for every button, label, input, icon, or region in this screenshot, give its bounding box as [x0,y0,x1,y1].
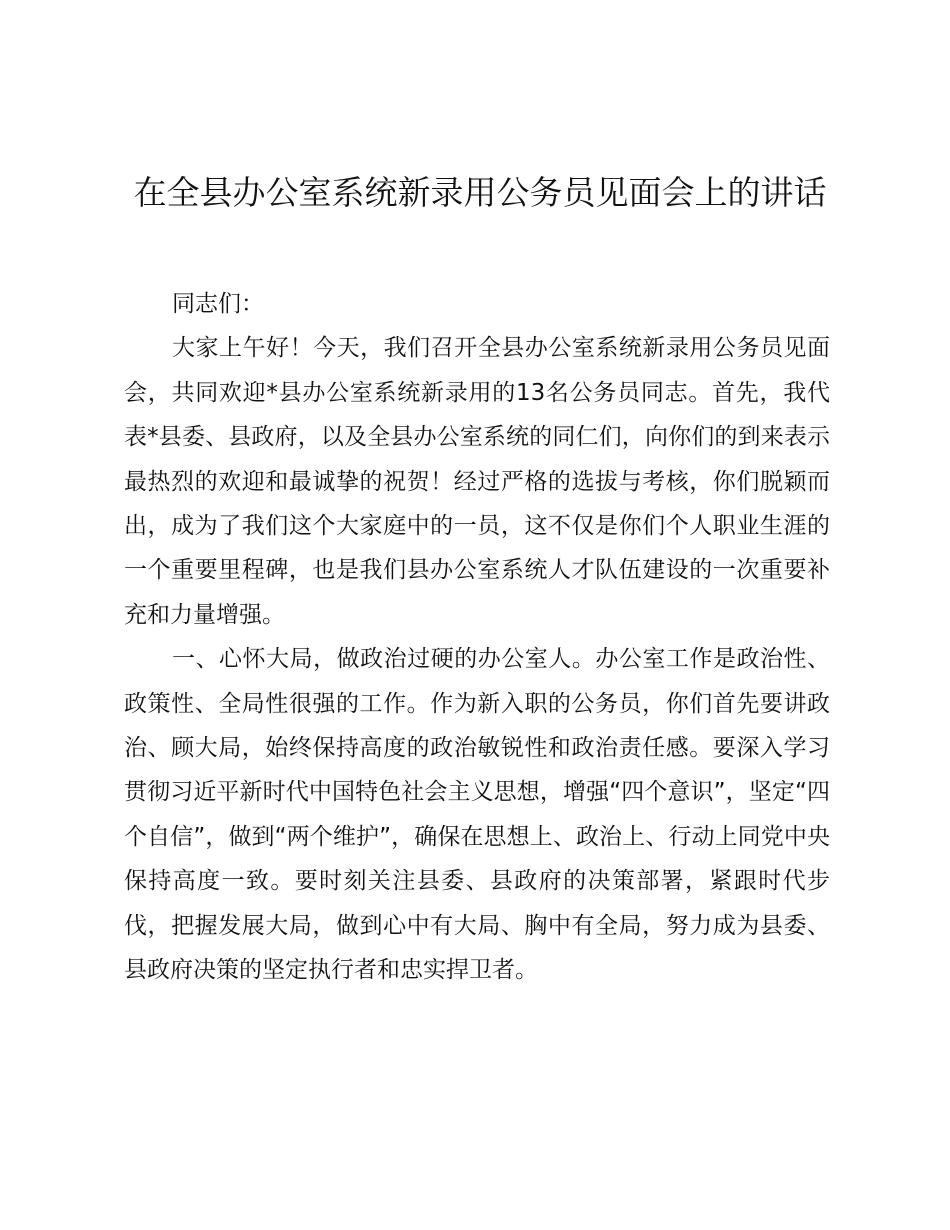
document-body [124,282,830,993]
opening-paragraph: 大家上午好！今天，我们召开全县办公室系统新录用公务员见面会，共同欢迎*县办公室系统新录用的13名公务员同志。首先，我代表*县委、县政府，以及全县办公室系统的同仁们，向你们的到来表示最热烈的欢迎和最诚挚的祝贺！经过严格的选拔与考核，你们脱颖而出，成为了我们这个大家庭中的一员，这不仅是你们个人职业生涯的一个重要里程碑，也是我们县办公室系统人才队伍建设的一次重要补充和力量增强。 [124,335,830,628]
document-title: 在全县办公室系统新录用公务员见面会上的讲话 [133,173,827,212]
salutation-paragraph: 同志们： [172,291,264,317]
section-one-paragraph: 一、心怀大局，做政治过硬的办公室人。办公室工作是政治性、政策性、全局性很强的工作。作为新入职的公务员，你们首先要讲政治、顾大局，始终保持高度的政治敏锐性和政治责任感。要深入学习贯彻习近平新时代中国特色社会主义思想，增强“四个意识”，坚定“四个自信”，做到“两个维护”，确保在思想上、政治上、行动上同党中央保持高度一致。要时刻关注县委、县政府的决策部署，紧跟时代步伐，把握发展大局，做到心中有大局、胸中有全局，努力成为县委、县政府决策的坚定执行者和忠实捍卫者。 [124,646,830,984]
